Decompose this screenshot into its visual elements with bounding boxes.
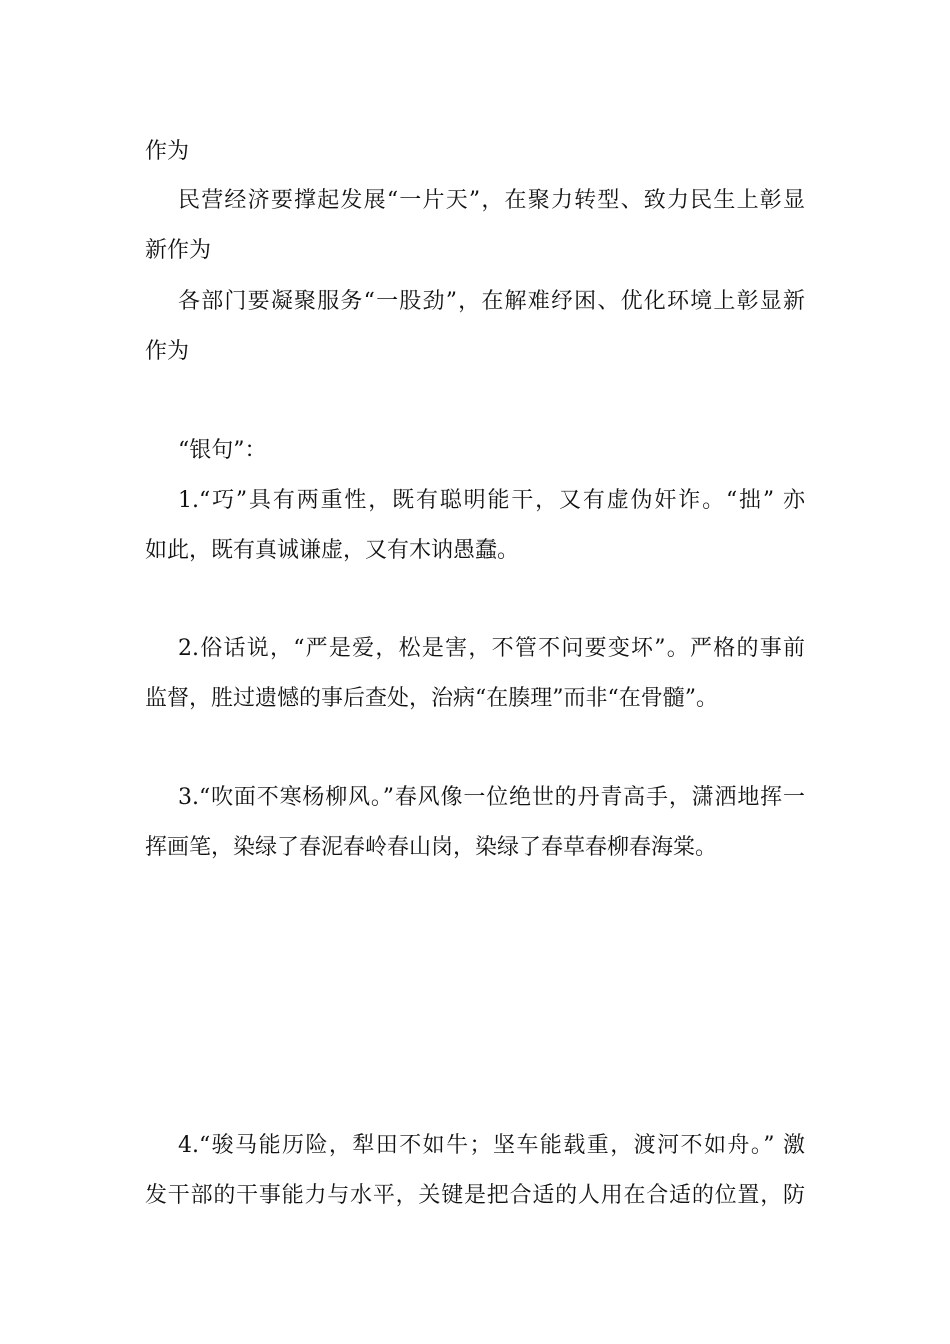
text-line: 挥画笔，染绿了春泥春岭春山岗，染绿了春草春柳春海棠。 xyxy=(145,835,718,860)
text-line: 4.“骏马能历险，犁田不如牛；坚车能载重，渡河不如舟。” 激 xyxy=(178,1133,805,1158)
section-heading: “银句”： xyxy=(178,438,267,463)
text-line: 作为 xyxy=(145,139,190,164)
text-line: 各部门要凝聚服务“一股劲”，在解难纾困、优化环境上彰显新 xyxy=(178,289,805,314)
text-line: 3.“吹面不寒杨柳风。”春风像一位绝世的丹青高手，潇洒地挥一 xyxy=(178,785,805,810)
text-line: 如此，既有真诚谦虚，又有木讷愚蠢。 xyxy=(145,538,520,563)
text-line: 民营经济要撑起发展“一片天”，在聚力转型、致力民生上彰显 xyxy=(178,188,805,213)
text-line: 监督，胜过遗憾的事后查处，治病“在腠理”而非“在骨髓”。 xyxy=(145,686,718,711)
text-line: 作为 xyxy=(145,339,190,364)
text-line: 2.俗话说，“严是爱，松是害，不管不问要变坏”。严格的事前 xyxy=(178,636,805,661)
text-line: 发干部的干事能力与水平，关键是把合适的人用在合适的位置，防 xyxy=(145,1183,805,1208)
text-line: 新作为 xyxy=(145,238,212,263)
text-line: 1.“巧”具有两重性，既有聪明能干，又有虚伪奸诈。“拙” 亦 xyxy=(178,488,805,513)
